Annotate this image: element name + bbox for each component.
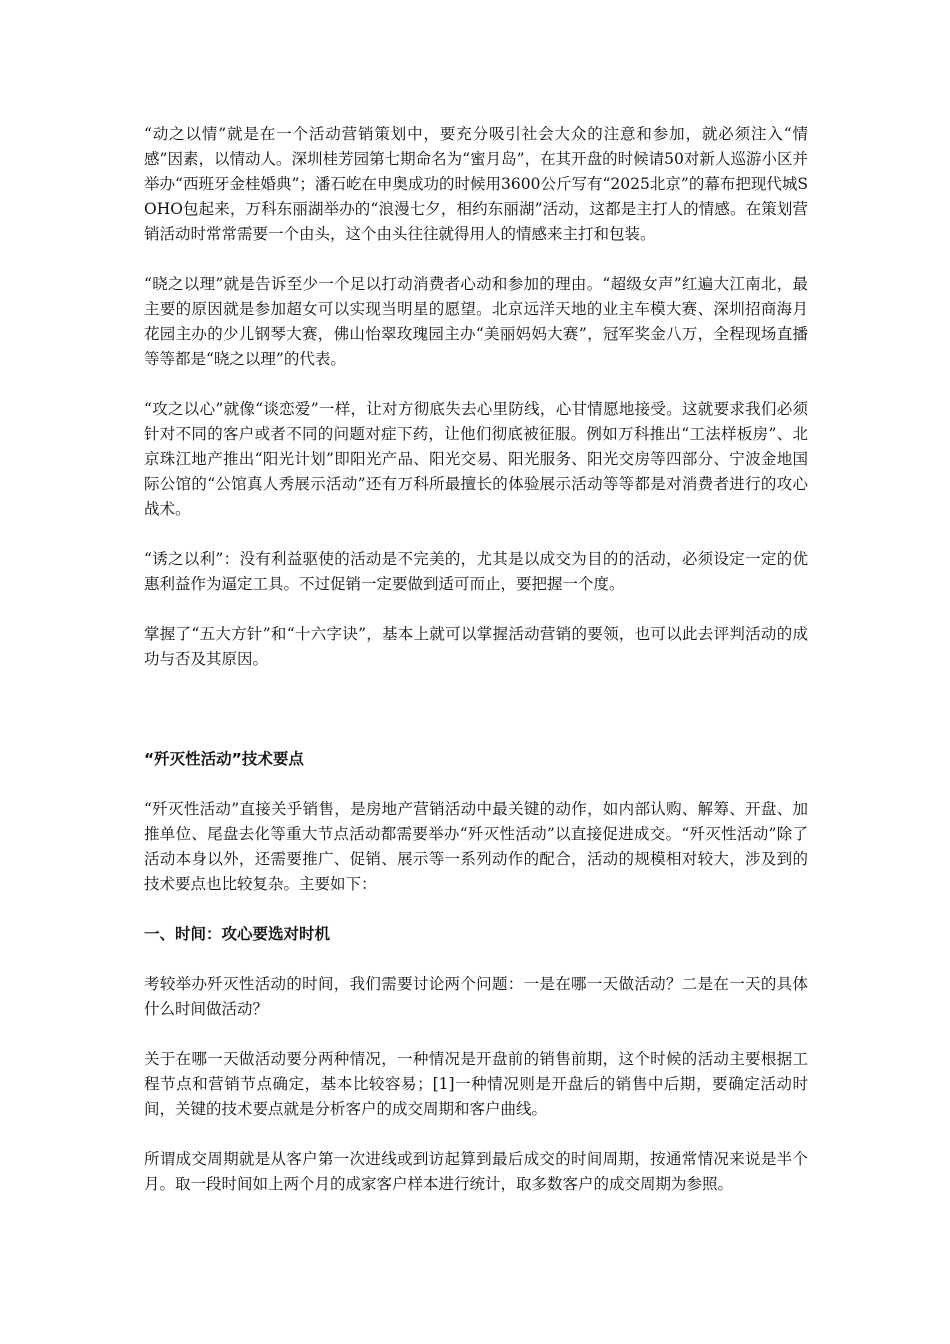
- paragraph-dong-zhi-yi-qing: “动之以情”就是在一个活动营销策划中，要充分吸引社会大众的注意和参加，就必须注入“情感”因素，以情动人。深圳桂芳园第七期命名为“蜜月岛”，在其开盘的时候请50对新人巡游小区并举办“西班牙金桂婚典”；潘石屹在申奥成功的时候用3600公斤写有“2025北京”的幕布把现代城SOHO包起来，万科东丽湖举办的“浪漫七夕，相约东丽湖”活动，这都是主打人的情感。在策划营销活动时常常需要一个由头，这个由头往往就得用人的情感来主打和包装。: [144, 125, 808, 243]
- section-heading: “歼灭性活动”技术要点: [144, 750, 304, 768]
- paragraph-summary: 掌握了“五大方针”和“十六字诀”，基本上就可以掌握活动营销的要领，也可以此去评判活动的成功与否及其原因。: [144, 625, 808, 668]
- paragraph-gong-zhi-yi-xin: “攻之以心”就像“谈恋爱”一样，让对方彻底失去心里防线，心甘情愿地接受。这就要求我们必须针对不同的客户或者不同的问题对症下药，让他们彻底被征服。例如万科推出“工法样板房”、北京珠江地产推出“阳光计划”即阳光产品、阳光交易、阳光服务、阳光交房等四部分、宁波金地国际公馆的“公馆真人秀展示活动”还有万科所最擅长的体验展示活动等等都是对消费者进行的攻心战术。: [144, 400, 808, 518]
- paragraph-xiao-zhi-yi-li: “晓之以理”就是告诉至少一个足以打动消费者心动和参加的理由。“超级女声”红遍大江南北，最主要的原因就是参加超女可以实现当明星的愿望。北京远洋天地的业主车模大赛、深圳招商海月花园主办的少儿钢琴大赛，佛山怡翠玫瑰园主办“美丽妈妈大赛”，冠军奖金八万，全程现场直播等等都是“晓之以理”的代表。: [144, 275, 808, 368]
- paragraph-deal-cycle: 所谓成交周期就是从客户第一次进线或到访起算到最后成交的时间周期，按通常情况来说是半个月。取一段时间如上两个月的成家客户样本进行统计，取多数客户的成交周期为参照。: [144, 1150, 808, 1193]
- paragraph-which-day: 关于在哪一天做活动要分两种情况，一种情况是开盘前的销售前期，这个时候的活动主要根据工程节点和营销节点确定，基本比较容易；[1]一种情况则是开盘后的销售中后期，要确定活动时间，关键的技术要点就是分析客户的成交周期和客户曲线。: [144, 1050, 808, 1118]
- section-intro-paragraph: “歼灭性活动”直接关乎销售，是房地产营销活动中最关键的动作，如内部认购、解筹、开盘、加推单位、尾盘去化等重大节点活动都需要举办“歼灭性活动”以直接促进成交。“歼灭性活动”除了活动本身以外，还需要推广、促销、展示等一系列动作的配合，活动的规模相对较大，涉及到的技术要点也比较复杂。主要如下：: [144, 800, 808, 893]
- document-page: [144, 122, 808, 1222]
- paragraph-you-zhi-yi-li: “诱之以利”：没有利益驱使的活动是不完美的，尤其是以成交为目的的活动，必须设定一定的优惠利益作为逼定工具。不过促销一定要做到适可而止，要把握一个度。: [144, 550, 808, 593]
- subsection-heading: 一、时间：攻心要选对时机: [144, 925, 331, 943]
- paragraph-activity-time: 考较举办歼灭性活动的时间，我们需要讨论两个问题：一是在哪一天做活动？二是在一天的具体什么时间做活动？: [144, 975, 808, 1018]
- section-spacer: [144, 697, 808, 747]
